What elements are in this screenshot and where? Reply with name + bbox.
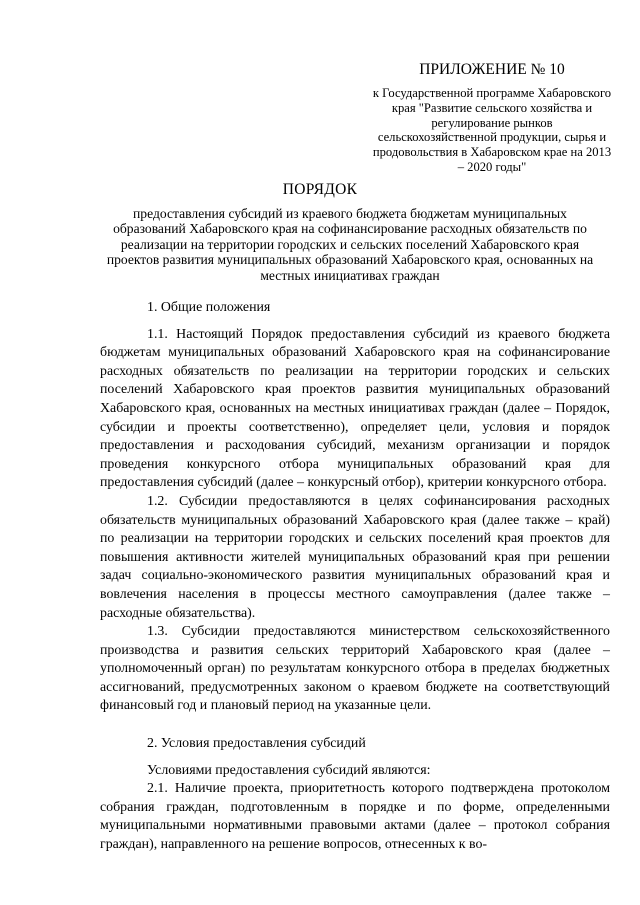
appendix-block xyxy=(372,60,612,175)
appendix-title: ПРИЛОЖЕНИЕ № 10 xyxy=(419,61,565,78)
section-gap xyxy=(100,716,610,735)
document-title: ПОРЯДОК xyxy=(282,181,358,198)
paragraph-2-1: 2.1. Наличие проекта, приоритетность которого подтверждена протоколом собрания граждан, подготовленным в порядке и по форме, определенными муниципальными нормативными правовыми актами (далее – протокол собрания граждан), направленного на решение вопросов, отнесенных к во- xyxy=(100,781,610,853)
section-1-heading: 1. Общие положения xyxy=(147,300,271,315)
paragraph-1-3: 1.3. Субсидии предоставляются министерством сельскохозяйственного производства и развития сельских территорий Хабаровского края (далее – уполномоченный орган) по результатам конкурсного отбора в пределах бюджетных ассигнований, предусмотренных законом о краевом бюджете на соответствующий финансовый год и плановый период на указанные цели. xyxy=(100,624,610,714)
appendix-subtitle: к Государственной программе Хабаровского края "Развитие сельского хозяйства и регулирование рынков сельскохозяйственной продукции, сырья и продовольствия в Хабаровском крае на 2013 – 2020 годы" xyxy=(372,86,612,174)
document-subtitle: предоставления субсидий из краевого бюджета бюджетам муниципальных образований Хабаровского края на софинансирование расходных обязательств по реализации на территории городских и сельских поселений Хабаровского края проектов развития муниципальных образований Хабаровского края, основанных на местных инициативах граждан xyxy=(106,206,594,283)
paragraph-2-intro: Условиями предоставления субсидий являются: xyxy=(147,762,431,778)
section-2-heading: 2. Условия предоставления субсидий xyxy=(147,736,366,752)
document-body xyxy=(100,299,610,855)
paragraph-1-1: 1.1. Настоящий Порядок предоставления субсидий из краевого бюджета бюджетам муниципальных образований Хабаровского края на софинансирование расходных обязательств по реализации на территории городских и сельских поселений Хабаровского края проектов развития муниципальных образований Хабаровского края, основанных на местных инициативах граждан (далее – Порядок, субсидии и проекты соответственно), определяет цели, условия и порядок предоставления и расходования субсидий, механизм организации и порядок проведения конкурсного отбора муниципальных образований края для предоставления субсидий (далее – конкурсный отбор), критерии конкурсного отбора. xyxy=(100,326,610,491)
paragraph-1-2: 1.2. Субсидии предоставляются в целях софинансирования расходных обязательств муниципальных образований Хабаровского края (далее также – край) по реализации на территории городских и сельских поселений края проектов для повышения активности жителей муниципальных образований края при решении задач социально-экономического развития муниципальных образований края и вовлечения населения в процессы местного самоуправления (далее также – расходные обязательства). xyxy=(100,493,610,621)
